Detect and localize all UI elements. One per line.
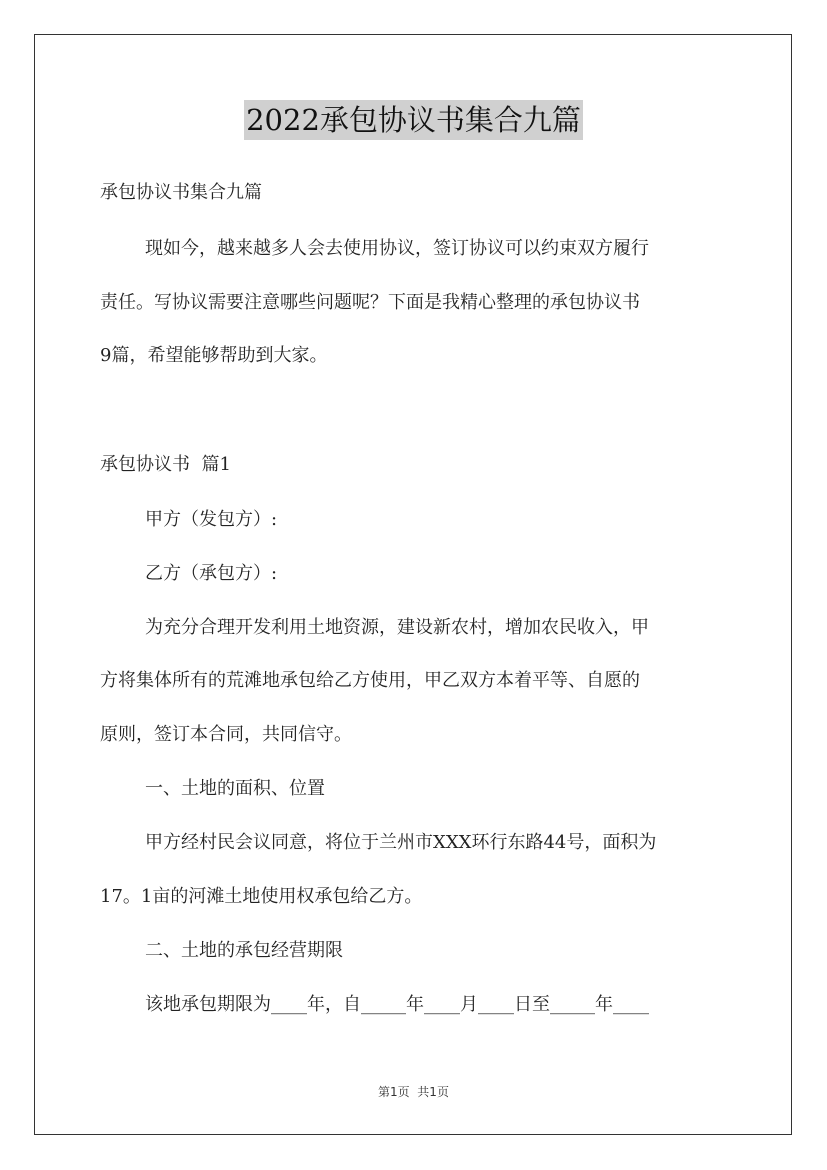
clause-1-line-1: 甲方经村民会议同意，将位于兰州市XXX环行东路44号，面积为	[145, 832, 657, 853]
purpose-line-1: 为充分合理开发利用土地资源，建设新农村，增加农民收入，甲	[145, 617, 649, 638]
clause-2-line-1: 该地承包期限为____年，自_____年____月____日至_____年____	[145, 994, 649, 1015]
page-footer: 第1页 共1页	[378, 1085, 449, 1099]
clause-1-heading: 一、土地的面积、位置	[145, 778, 325, 799]
intro-line-1: 现如今，越来越多人会去使用协议，签订协议可以约束双方履行	[145, 238, 649, 259]
clause-1-line-2: 17。1亩的河滩土地使用权承包给乙方。	[100, 886, 423, 907]
party-a-line: 甲方（发包方）:	[145, 509, 278, 530]
party-b-line: 乙方（承包方）:	[145, 563, 278, 584]
document-subtitle: 承包协议书集合九篇	[100, 182, 262, 203]
document-title: 2022承包协议书集合九篇	[244, 100, 583, 140]
intro-line-3: 9篇，希望能够帮助到大家。	[100, 345, 328, 366]
purpose-line-2: 方将集体所有的荒滩地承包给乙方使用，甲乙双方本着平等、自愿的	[100, 670, 640, 691]
section-heading: 承包协议书 篇1	[100, 454, 231, 475]
intro-line-2: 责任。写协议需要注意哪些问题呢？下面是我精心整理的承包协议书	[100, 292, 640, 313]
purpose-line-3: 原则，签订本合同，共同信守。	[100, 724, 352, 745]
title-container	[0, 100, 827, 140]
clause-2-heading: 二、土地的承包经营期限	[145, 940, 343, 961]
